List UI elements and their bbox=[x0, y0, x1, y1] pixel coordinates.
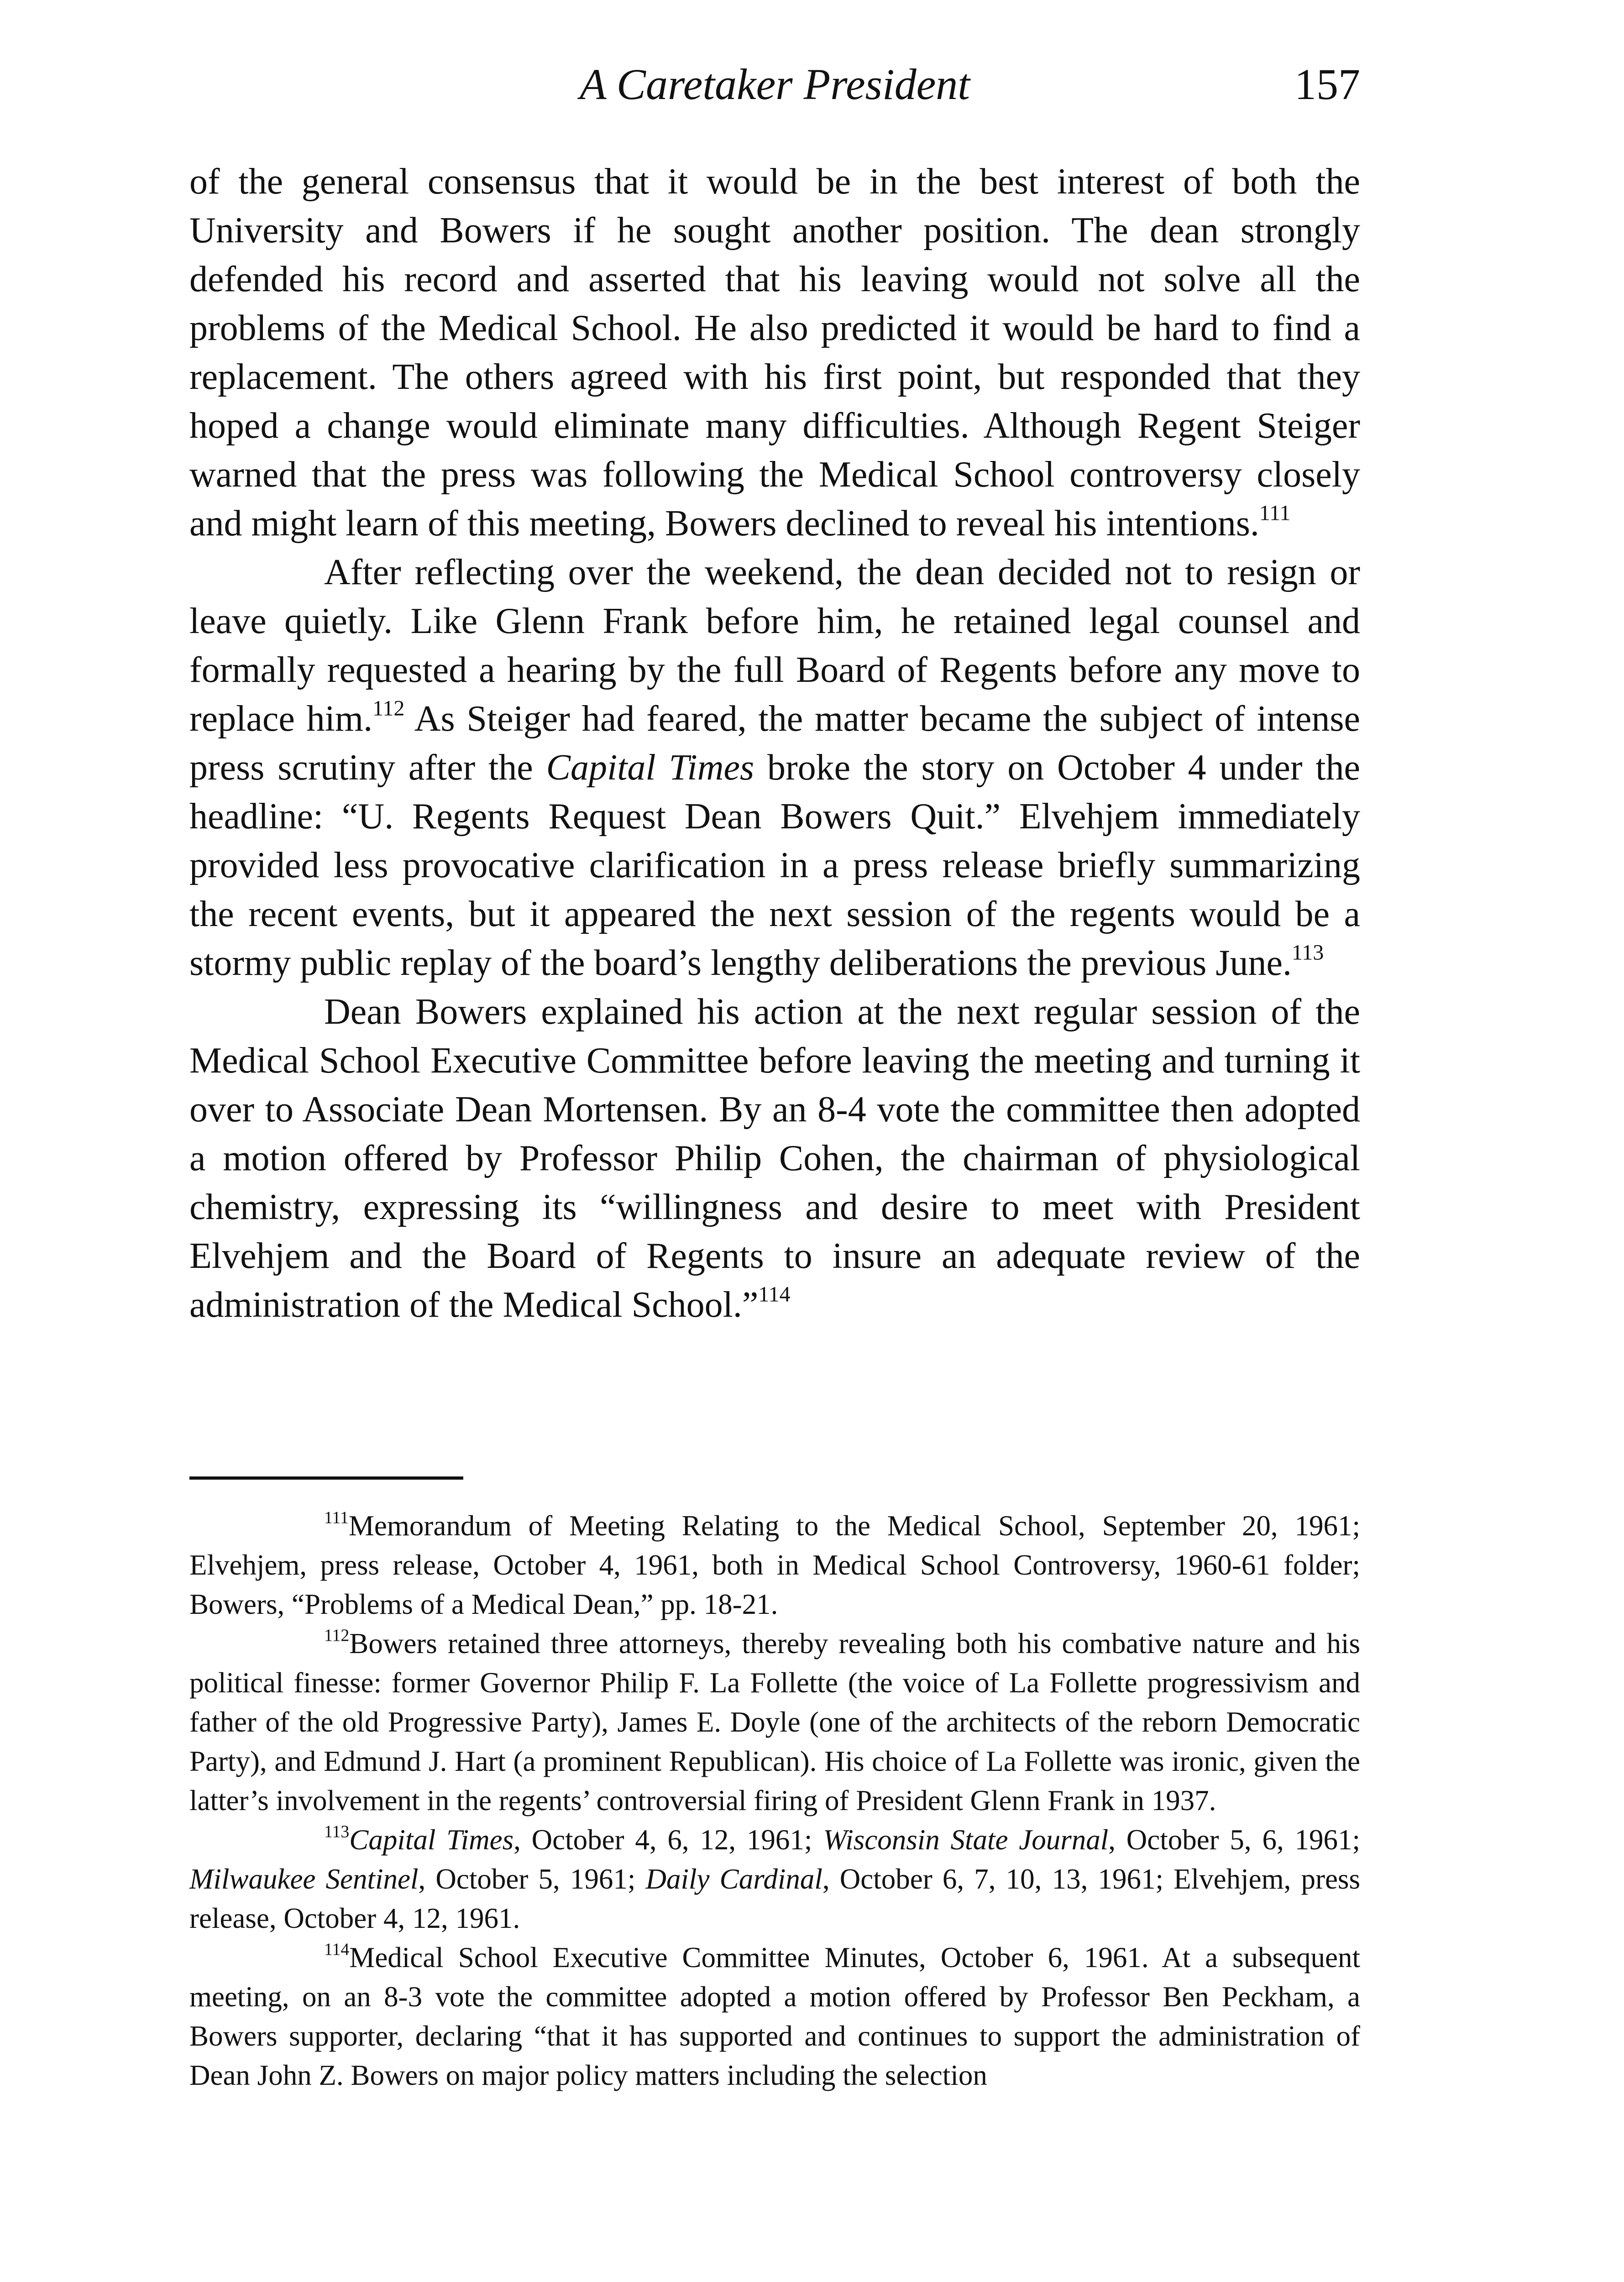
paragraph-text: broke the story on October 4 under the headline: “U. Regents Request Dean Bowers Quit.” Elvehjem immediately provided less provocative clarification in a press release briefly summarizing the recent events, but it appeared the next session of the regents would be a stormy public replay of the board’s lengthy deliberations the previous June. bbox=[189, 748, 1360, 983]
paragraph-text: Dean Bowers explained his action at the next regular session of the Medical School Executive Committee before leaving the meeting and turning it over to Associate Dean Mortensen. By an 8-4 vote the committee then adopted a motion offered by Professor Philip Cohen, the chairman of physiological chemistry, expressing its “willingness and desire to meet with President Elvehjem and the Board of Regents to insure an adequate review of the administration of the Medical School.” bbox=[189, 992, 1360, 1325]
newspaper-title: Daily Cardinal bbox=[645, 1863, 822, 1895]
footnote-text: Bowers retained three attorneys, thereby revealing both his combative nature and his political finesse: former Governor Philip F. La Follette (the voice of La Follette progressivism and father of the old Progressive Party), James E. Doyle (one of the architects of the reborn Democratic Party), and Edmund J. Hart (a prominent Republican). His choice of La Follette was ironic, given the latter’s involvement in the regents’ controversial firing of President Glenn Frank in 1937. bbox=[189, 1628, 1360, 1816]
footnote-text: , October 5, 6, 1961; bbox=[1108, 1824, 1360, 1856]
footnote-ref-111: 111 bbox=[1259, 501, 1291, 525]
footnote-ref-113: 113 bbox=[1292, 940, 1324, 965]
footnote-number: 114 bbox=[324, 1940, 350, 1959]
footnote-112 bbox=[189, 1624, 1360, 1820]
footnotes bbox=[189, 1506, 1360, 2095]
paragraph-text: of the general consensus that it would be in the best interest of both the University and Bowers if he sought another position. The dean strongly defended his record and asserted that his leaving would not solve all the problems of the Medical School. He also predicted it would be hard to find a replacement. The others agreed with his first point, but responded that they hoped a change would eliminate many difficulties. Although Regent Steiger warned that the press was following the Medical School controversy closely and might learn of this meeting, Bowers declined to reveal his intentions. bbox=[189, 162, 1360, 544]
footnote-text: Memorandum of Meeting Relating to the Medical School, September 20, 1961; Elvehjem, press release, October 4, 1961, both in Medical School Controversy, 1960-61 folder; Bowers, “Problems of a Medical Dean,” pp. 18-21. bbox=[189, 1510, 1360, 1620]
footnote-114 bbox=[189, 1938, 1360, 2095]
footnote-number: 113 bbox=[324, 1822, 350, 1842]
footnote-number: 111 bbox=[324, 1508, 349, 1528]
paragraph-2 bbox=[189, 548, 1360, 988]
running-title: A Caretaker President bbox=[580, 60, 970, 109]
newspaper-title: Wisconsin State Journal bbox=[823, 1824, 1109, 1856]
footnote-111 bbox=[189, 1506, 1360, 1624]
footnote-text: Medical School Executive Committee Minutes, October 6, 1961. At a subsequent meeting, on an 8-3 vote the committee adopted a motion offered by Professor Ben Peckham, a Bowers supporter, declaring “that it has supported and continues to support the administration of Dean John Z. Bowers on major policy matters including the selection bbox=[189, 1942, 1360, 2091]
footnote-text: , October 5, 1961; bbox=[418, 1863, 646, 1895]
footnote-text: , October 6, 7, 10, 13, 1961; Elvehjem, press release, October 4, 12, 1961. bbox=[189, 1863, 1360, 1934]
footnote-text: , October 4, 6, 12, 1961; bbox=[513, 1824, 823, 1856]
footnote-113 bbox=[189, 1820, 1360, 1938]
footnote-ref-114: 114 bbox=[758, 1282, 791, 1307]
newspaper-title: Milwaukee Sentinel bbox=[189, 1863, 419, 1895]
running-header bbox=[189, 55, 1360, 114]
main-text bbox=[189, 157, 1360, 1329]
paragraph-text: After reflecting over the weekend, the dean decided not to resign or leave quietly. Like Glenn Frank before him, he retained legal counsel and formally requested a hearing by the full Board of Regents before any move to replace him. bbox=[189, 552, 1360, 739]
newspaper-title: Capital Times bbox=[349, 1824, 514, 1856]
paragraph-1 bbox=[189, 157, 1360, 548]
paragraph-text: As Steiger had feared, the matter became the subject of intense press scrutiny after the bbox=[189, 699, 1361, 788]
newspaper-title: Capital Times bbox=[546, 748, 754, 788]
footnote-ref-112: 112 bbox=[372, 696, 405, 721]
page-number: 157 bbox=[1294, 60, 1360, 109]
paragraph-3 bbox=[189, 988, 1360, 1329]
footnote-divider bbox=[189, 1476, 463, 1480]
footnote-number: 112 bbox=[324, 1626, 350, 1645]
